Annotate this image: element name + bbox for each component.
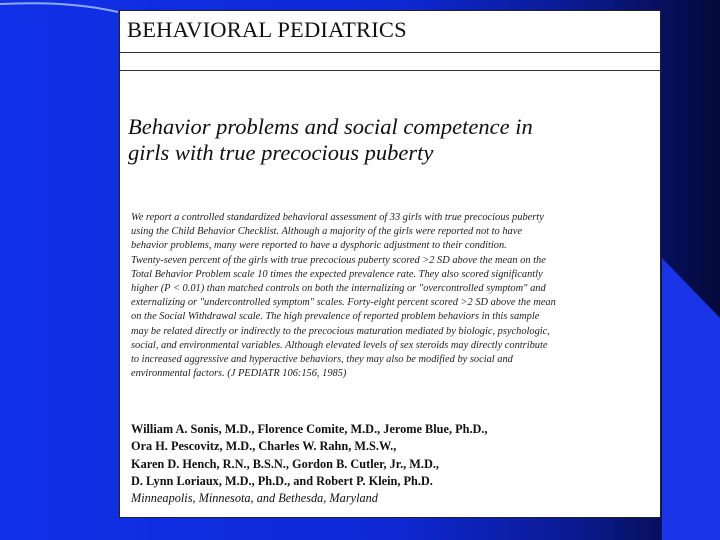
author-line: Ora H. Pescovitz, M.D., Charles W. Rahn, M.S.W., (131, 439, 397, 454)
header-rule-bottom (120, 70, 660, 71)
header-rule-top (120, 52, 660, 53)
abstract-line: social, and environmental variables. Although elevated levels of sex steroids may directly contribute (131, 339, 548, 351)
author-line: D. Lynn Loriaux, M.D., Ph.D., and Robert P. Klein, Ph.D. (131, 473, 433, 488)
abstract-line: We report a controlled standardized behavioral assessment of 33 girls with true precocious puberty (131, 212, 544, 223)
article-title (128, 114, 648, 166)
article-page (119, 10, 661, 518)
journal-name: BEHAVIORAL PEDIATRICS (127, 17, 407, 42)
article-title-line: girls with true precocious puberty (128, 140, 434, 165)
author-line: William A. Sonis, M.D., Florence Comite, M.D., Jerome Blue, Ph.D., (131, 422, 488, 436)
author-line: Karen D. Hench, R.N., B.S.N., Gordon B. Cutler, Jr., M.D., (131, 456, 440, 471)
abstract-line: externalizing or "undercontrolled symptom" scales. Forty-eight percent scored >2 SD above the mean (131, 297, 556, 309)
abstract-line: using the Child Behavior Checklist. Although a majority of the girls were reported not to have (131, 226, 522, 238)
abstract-line: behavior problems, many were reported to have a dysphoric adjustment to their condition. (131, 240, 507, 252)
abstract-line: Twenty-seven percent of the girls with true precocious puberty scored >2 SD above the mean on the (131, 254, 546, 266)
article-abstract (131, 211, 651, 381)
article-authors (131, 421, 651, 490)
abstract-line: may be related directly or indirectly to the precocious maturation mediated by biologic, psychologic, (131, 325, 550, 337)
article-title-line: Behavior problems and social competence in (128, 114, 533, 139)
abstract-line: to increased aggressive and hyperactive behaviors, they may also be modified by social and (131, 354, 513, 366)
author-location: Minneapolis, Minnesota, and Bethesda, Maryland (131, 491, 378, 505)
abstract-line: on the Social Withdrawal scale. The high prevalence of reported problem behaviors in this sample (131, 311, 540, 323)
abstract-line: Total Behavior Problem scale 10 times the expected prevalence rate. They also scored significantly (131, 268, 543, 280)
abstract-line: higher (P < 0.01) than matched controls on both the internalizing or "overcontrolled symptom" and (131, 283, 546, 295)
abstract-line: environmental factors. (J PEDIATR 106:156, 1985) (131, 368, 347, 380)
